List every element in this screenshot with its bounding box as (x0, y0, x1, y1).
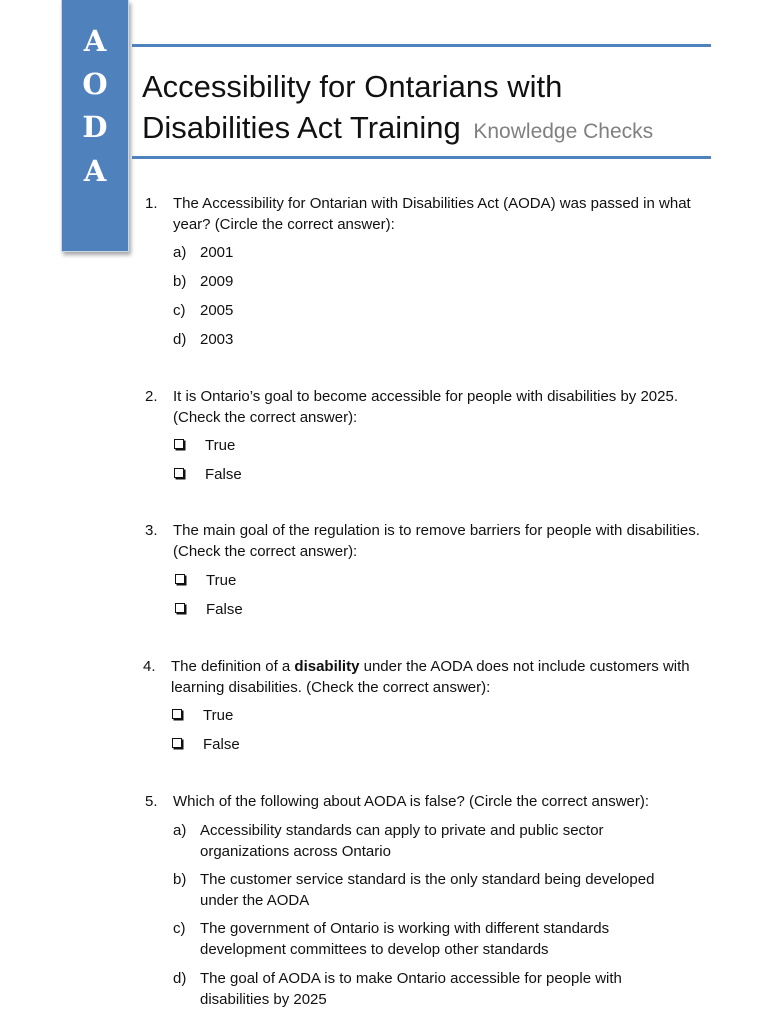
checkbox-label: True (206, 572, 237, 589)
question-text: The main goal of the regulation is to remove barriers for people with disabilities. (Check the correct answer): (173, 522, 700, 560)
checkbox-icon[interactable] (172, 709, 182, 719)
banner-letter: A (83, 154, 107, 188)
checkbox-icon[interactable] (175, 603, 185, 613)
option-letter: a) (173, 244, 187, 261)
question-2 (145, 386, 710, 428)
answer-option[interactable] (173, 968, 683, 1010)
option-letter: b) (173, 273, 187, 290)
answer-option[interactable] (173, 271, 693, 292)
checkbox-icon[interactable] (174, 468, 184, 478)
answer-option[interactable] (173, 329, 693, 350)
checkbox-label: False (205, 466, 242, 483)
checkbox-label: False (203, 736, 240, 753)
question-3 (145, 520, 710, 562)
title-line-1: Accessibility for Ontarians with (142, 69, 563, 104)
option-letter: d) (173, 970, 187, 987)
checkbox-option[interactable] (172, 734, 472, 755)
option-text: Accessibility standards can apply to private and public sector organizations across Ontario (200, 822, 604, 860)
question-number: 3. (145, 522, 158, 539)
option-text: 2001 (200, 244, 234, 261)
option-letter: c) (173, 302, 186, 319)
checkbox-icon[interactable] (174, 439, 184, 449)
question-number: 2. (145, 388, 158, 405)
question-1 (145, 193, 710, 235)
question-number: 1. (145, 195, 158, 212)
question-keyword: disability (294, 658, 360, 675)
header-rule-top (132, 44, 711, 47)
title-line-2 (142, 107, 653, 152)
option-text: The government of Ontario is working with different standards development committees to develop other standards (200, 920, 610, 958)
checkbox-option[interactable] (174, 435, 474, 456)
answer-option[interactable] (173, 300, 693, 321)
title-line-2-text: Disabilities Act Training (142, 110, 461, 145)
option-text: The customer service standard is the only standard being developed under the AODA (200, 871, 655, 909)
option-text: The goal of AODA is to make Ontario accessible for people with disabilities by 2025 (200, 970, 622, 1008)
checkbox-icon[interactable] (175, 574, 185, 584)
checkbox-option[interactable] (174, 464, 474, 485)
option-letter: d) (173, 331, 187, 348)
checkbox-label: True (203, 707, 234, 724)
answer-option[interactable] (173, 242, 693, 263)
answer-option[interactable] (173, 918, 683, 960)
aoda-side-banner (61, 0, 129, 252)
checkbox-label: True (205, 437, 236, 454)
banner-letter: A (83, 24, 107, 58)
question-text: The Accessibility for Ontarian with Disabilities Act (AODA) was passed in what year? (Circle the correct answer): (173, 195, 691, 233)
page-subtitle: Knowledge Checks (473, 120, 654, 143)
option-text: 2005 (200, 302, 234, 319)
option-letter: c) (173, 920, 186, 937)
question-5 (145, 791, 710, 812)
option-text: 2009 (200, 273, 234, 290)
option-text: 2003 (200, 331, 234, 348)
header-rule-bottom (132, 156, 711, 159)
question-text: It is Ontario’s goal to become accessible for people with disabilities by 2025. (Check the correct answer): (173, 388, 678, 426)
answer-option[interactable] (173, 869, 683, 911)
checkbox-option[interactable] (175, 599, 475, 620)
option-letter: a) (173, 822, 187, 839)
question-text-start: The definition of a (171, 658, 295, 675)
question-text-end: under the AODA does not include customers with learning disabilities. (Check the correct answer): (171, 658, 690, 696)
banner-letter: D (82, 110, 108, 144)
question-4 (143, 656, 708, 698)
checkbox-icon[interactable] (172, 738, 182, 748)
checkbox-label: False (206, 601, 243, 618)
checkbox-option[interactable] (172, 705, 472, 726)
banner-letter: O (82, 67, 108, 101)
answer-option[interactable] (173, 820, 683, 862)
question-number: 4. (143, 658, 156, 675)
checkbox-option[interactable] (175, 570, 475, 591)
option-letter: b) (173, 871, 187, 888)
question-number: 5. (145, 793, 158, 810)
question-text: Which of the following about AODA is false? (Circle the correct answer): (173, 793, 650, 810)
question-text (171, 656, 708, 698)
page-title (142, 66, 653, 152)
